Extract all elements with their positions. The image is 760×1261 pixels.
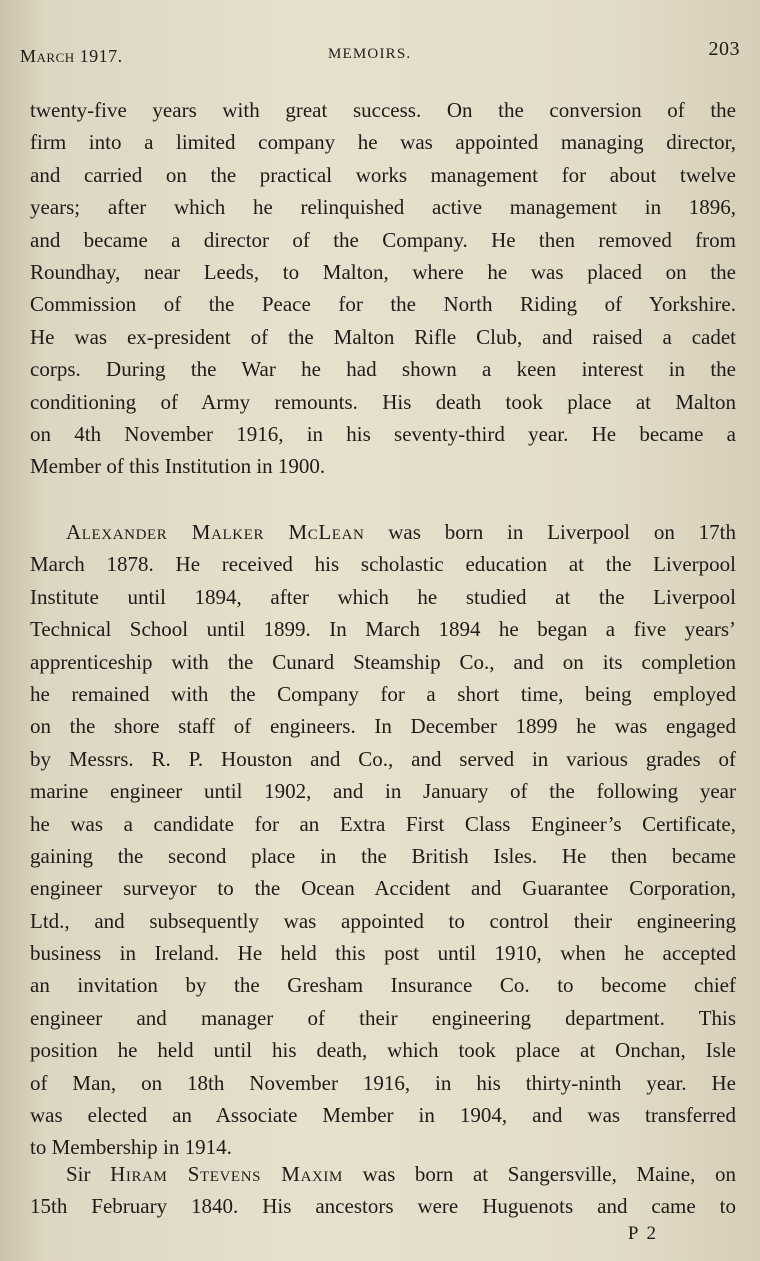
memoir-paragraph-mclean [30, 516, 736, 1164]
text-line: corps. During the War he had shown a keen interest in the [30, 357, 736, 382]
text-line: engineer and manager of their engineering department. This [30, 1005, 736, 1030]
text-line: he was a candidate for an Extra First Class Engineer’s Certificate, [30, 811, 736, 836]
text-line: an invitation by the Gresham Insurance Co. to become chief [30, 973, 736, 998]
text-line: Commission of the Peace for the North Riding of Yorkshire. [30, 292, 736, 317]
text-line: and carried on the practical works management for about twelve [30, 162, 736, 187]
text-line: by Messrs. R. P. Houston and Co., and served in various grades of [30, 746, 736, 771]
text-line: Ltd., and subsequently was appointed to control their engineering [30, 908, 736, 933]
first-line-text: was born at Sangersville, Maine, on [342, 1162, 736, 1186]
running-header [18, 38, 740, 68]
text-line: on 4th November 1916, in his seventy-third year. He became a [30, 421, 736, 446]
person-name: Hiram Stevens Maxim [110, 1162, 343, 1186]
text-line: Roundhay, near Leeds, to Malton, where he was placed on the [30, 259, 736, 284]
text-line: engineer surveyor to the Ocean Accident and Guarantee Corporation, [30, 876, 736, 901]
page-number: 203 [708, 38, 740, 60]
text-line: He was ex-president of the Malton Rifle Club, and raised a cadet [30, 324, 736, 349]
text-line: to Membership in 1914. [30, 1135, 232, 1160]
signature-mark: P 2 [627, 1223, 658, 1244]
text-line: he remained with the Company for a short time, being employed [30, 681, 736, 706]
memoir-paragraph-1 [30, 94, 736, 483]
text-line [30, 516, 736, 548]
header-date: March 1917. [20, 46, 123, 66]
text-line: gaining the second place in the British Isles. He then became [30, 843, 736, 868]
person-name: Alexander Malker McLean [66, 520, 365, 544]
name-prefix: Sir [66, 1162, 111, 1186]
text-line: position he held until his death, which took place at Onchan, Isle [30, 1038, 736, 1063]
text-line [30, 1158, 736, 1190]
text-line: 15th February 1840. His ancestors were Huguenots and came to [30, 1194, 736, 1219]
text-line: Institute until 1894, after which he studied at the Liverpool [30, 584, 736, 609]
text-line: marine engineer until 1902, and in January of the following year [30, 779, 736, 804]
text-line: Technical School until 1899. In March 1894 he began a five years’ [30, 617, 736, 642]
text-line: twenty-five years with great success. On the conversion of the [30, 98, 736, 122]
text-line: on the shore staff of engineers. In December 1899 he was engaged [30, 714, 736, 739]
text-line: business in Ireland. He held this post until 1910, when he accepted [30, 941, 736, 966]
header-section: MEMOIRS. [328, 46, 412, 62]
text-line: and became a director of the Company. He then removed from [30, 227, 736, 252]
first-line-text: was born in Liverpool on 17th [364, 520, 736, 544]
text-line: apprenticeship with the Cunard Steamship Co., and on its completion [30, 649, 736, 674]
text-line: was elected an Associate Member in 1904, and was transferred [30, 1103, 736, 1128]
text-line: of Man, on 18th November 1916, in his thirty-ninth year. He [30, 1070, 736, 1095]
text-line: conditioning of Army remounts. His death took place at Malton [30, 389, 736, 414]
text-line: years; after which he relinquished active management in 1896, [30, 195, 736, 220]
text-line: firm into a limited company he was appointed managing director, [30, 130, 736, 155]
text-line: Member of this Institution in 1900. [30, 454, 326, 479]
memoir-paragraph-maxim [30, 1158, 736, 1223]
text-line: March 1878. He received his scholastic education at the Liverpool [30, 552, 736, 577]
